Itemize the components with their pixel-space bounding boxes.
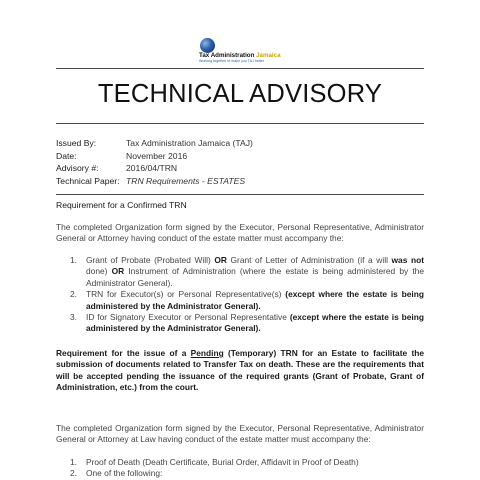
requirements-list [70, 457, 424, 480]
meta-value: November 2016 [126, 150, 188, 161]
meta-value: Tax Administration Jamaica (TAJ) [126, 138, 253, 148]
logo-tagline: Working together to make you TAJ better [199, 59, 265, 63]
meta-value: TRN Requirements - ESTATES [126, 175, 246, 186]
pending-trn-paragraph: Requirement for the issue of a Pending (Temporary) TRN for an Estate to facilitate the submission of documents related to Transfer Tax on death. These are the requirements that will be accepted pending the issuance of the required grants (Grant of Probate, Grant of Administration, etc.) from the court. [56, 348, 425, 393]
page-title: TECHNICAL ADVISORY [97, 80, 383, 108]
list-item: 2. One of the following: [70, 468, 163, 479]
meta-key: Issued By: [56, 138, 97, 148]
meta-key: Advisory #: [56, 163, 99, 173]
pending-term: Pending [190, 348, 224, 358]
list-number: 2. [70, 289, 77, 300]
list-item: 1. Proof of Death (Death Certificate, Burial Order, Affidavit in Proof of Death) [70, 457, 359, 467]
list-item: 1. Grant of Probate (Probated Will) OR Grant of Letter of Administration (if a will was not done) OR Instrument of Administration (where the estate is being administered by the Administrator General). [70, 255, 425, 288]
taj-logo [196, 38, 296, 64]
section-intro: The completed Organization form signed by the Executor, Personal Representative, Administrator General or Attorney at Law having conduct of the estate matter must accompany the: [56, 423, 424, 445]
list-number: 1. [70, 255, 77, 265]
meta-value: 2016/04/TRN [126, 163, 178, 173]
top-rule [56, 68, 424, 69]
meta-key: Technical Paper: [56, 175, 120, 186]
list-number: 2. [70, 468, 77, 479]
meta-key: Date: [56, 150, 77, 161]
logo-name: Tax Administration Jamaica [199, 52, 281, 59]
globe-icon [200, 38, 215, 53]
list-number: 1. [70, 457, 77, 467]
title-rule [56, 123, 424, 124]
meta-rule [56, 194, 424, 195]
requirements-list [70, 255, 424, 335]
list-item: 3. ID for Signatory Executor or Personal Representative (except where the estate is being administered by the Administrator General). [70, 312, 424, 334]
list-number: 3. [70, 312, 77, 323]
list-item: 2. TRN for Executor(s) or Personal Representative(s) (except where the estate is being administered by the Administrator General). [70, 289, 424, 311]
section-heading: Requirement for a Confirmed TRN [56, 200, 187, 210]
section-intro: The completed Organization form signed by the Executor, Personal Representative, Administrator General or Attorney having conduct of the estate matter must accompany the: [56, 222, 424, 244]
